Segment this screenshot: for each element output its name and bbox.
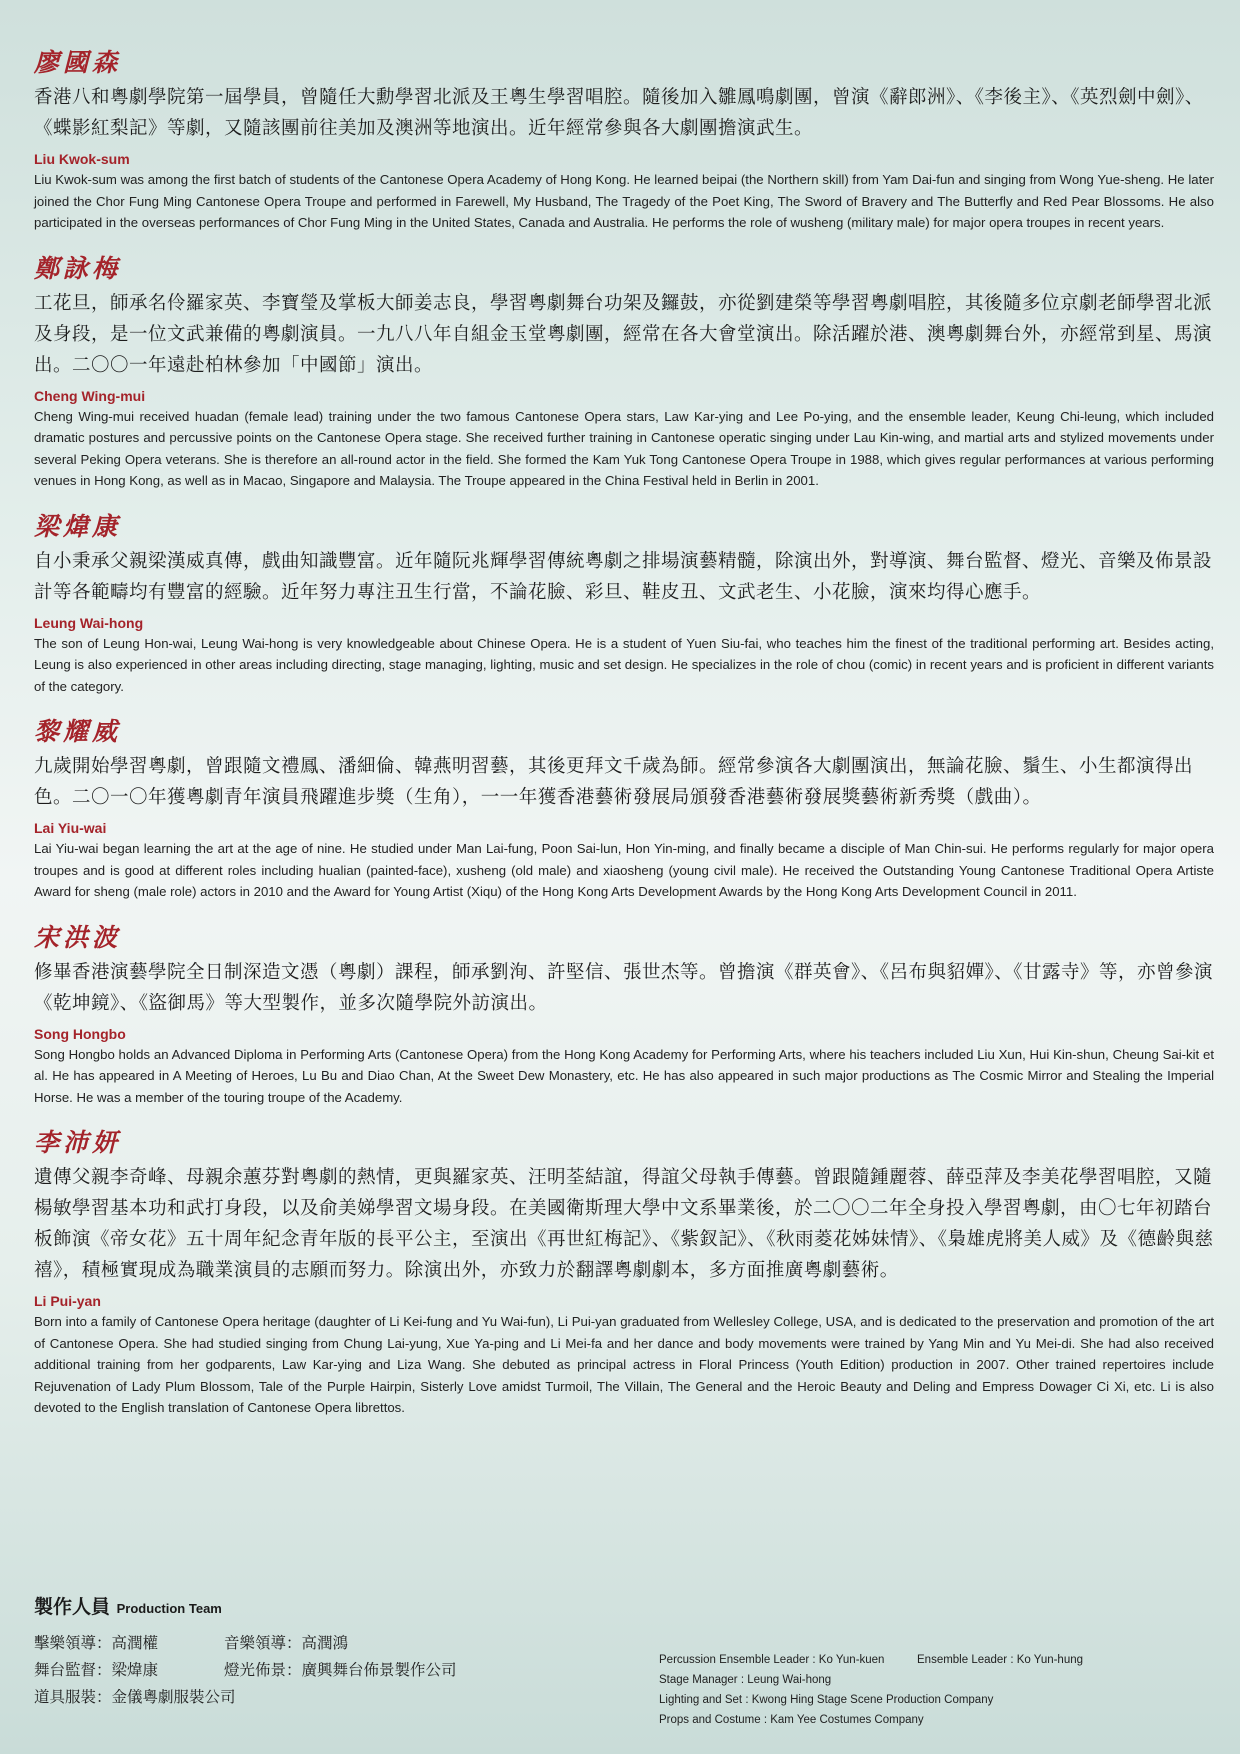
bio-en-name: Cheng Wing-mui — [34, 387, 146, 404]
bio-leung-wai-hong — [34, 512, 1214, 698]
credit-entry: 音樂領導：高潤鴻 — [224, 1634, 349, 1652]
credit-entry: Lighting and Set : Kwong Hing Stage Scene Production Company — [659, 1694, 994, 1706]
bio-en-name: Leung Wai-hong — [34, 614, 144, 631]
bio-en-text: Song Hongbo holds an Advanced Diploma in Performing Arts (Cantonese Opera) from the Hong Kong Academy for Performing Arts, where his teachers included Liu Xun, Hui Kin-shun, Cheung Sai-kit et al. He has appeared in A Meeting of Heroes, Lu Bu and Diao Chan, At the Sweet Dew Monastery, etc. He has also appeared in such major productions as The Cosmic Mirror and Stealing the Imperial Horse. He was a member of the touring troupe of the Academy. — [34, 1046, 1214, 1105]
bio-en-text: The son of Leung Hon-wai, Leung Wai-hong is very knowledgeable about Chinese Opera. He is a student of Yuen Siu-fai, who teaches him the finest of the traditional performing art. Besides acting, Leung is also experienced in other areas including directing, stage managing, lighting, music and set design. He specializes in the role of chou (comic) in recent years and is proficient in different variants of the category. — [34, 635, 1214, 694]
team-title-en: Production Team — [116, 1601, 222, 1616]
bio-en-name: Song Hongbo — [34, 1025, 126, 1042]
bio-zh-text: 自小秉承父親梁漢威真傳，戲曲知識豐富。近年隨阮兆輝學習傳統粵劇之排場演藝精髓，除演出外，對導演、舞台監督、燈光、音樂及佈景設計等各範疇均有豐富的經驗。近年努力專注丑生行當，不論花臉、彩旦、鞋皮丑、文武老生、小花臉，演來均得心應手。 — [34, 550, 1213, 603]
credit-row — [659, 1650, 1219, 1670]
credit-entry: 燈光佈景：廣興舞台佈景製作公司 — [224, 1661, 457, 1679]
credit-row — [34, 1657, 554, 1684]
credit-entry: 舞台監督：梁煒康 — [34, 1661, 159, 1679]
credit-entry: Ensemble Leader : Ko Yun-hung — [917, 1654, 1084, 1666]
credit-entry: Stage Manager : Leung Wai-hong — [659, 1674, 832, 1686]
bio-en-text: Lai Yiu-wai began learning the art at the age of nine. He studied under Man Lai-fung, Poon Sai-lun, Hon Yin-ming, and finally became a disciple of Man Chin-sui. He performs regularly for major opera troupes and is good at different roles including hualian (painted-face), xusheng (old male) and xiaosheng (young civil male). He received the Outstanding Young Cantonese Traditional Opera Artiste Award for sheng (male role) actors in 2010 and the Award for Young Artist (Xiqu) of the Hong Kong Arts Development Awards by the Hong Kong Arts Development Council in 2011. — [34, 841, 1214, 899]
bio-lai-yiu-wai — [34, 717, 1214, 903]
credit-entry: 道具服裝：金儀粵劇服裝公司 — [34, 1688, 236, 1706]
credit-row — [659, 1690, 1219, 1710]
bio-zh-text: 修畢香港演藝學院全日制深造文憑（粵劇）課程，師承劉洵、許堅信、張世杰等。曾擔演《群英會》、《呂布與貂嬋》、《甘露寺》等，亦曾參演《乾坤鏡》、《盜御馬》等大型製作，並多次隨學院外訪演出。 — [34, 961, 1214, 1014]
credit-row — [34, 1630, 554, 1657]
production-team-title — [34, 1592, 1214, 1619]
bio-zh-name: 鄭詠梅 — [34, 253, 122, 283]
bio-en-text: Liu Kwok-sum was among the first batch of students of the Cantonese Opera Academy of Hong Kong. He learned beipai (the Northern skill) from Yam Dai-fun and singing from Wong Yue-sheng. He later joined the Chor Fung Ming Cantonese Opera Troupe and performed in Farewell, My Husband, The Tragedy of the Poet King, The Sword of Bravery and The Butterfly and Red Pear Blossoms. He also participated in the overseas performances of Chor Fung Ming in the United States, Canada and Australia. He performs the role of wusheng (military male) for major opera troupes in recent years. — [34, 172, 1214, 230]
bio-zh-name: 梁煒康 — [34, 511, 122, 541]
bio-zh-name: 宋洪波 — [34, 922, 122, 952]
team-title-zh: 製作人員 — [34, 1596, 111, 1618]
bio-zh-name: 黎耀威 — [34, 717, 122, 746]
credit-entry: Props and Costume : Kam Yee Costumes Company — [659, 1714, 924, 1726]
biographies — [34, 48, 1214, 1439]
credit-entry: Percussion Ensemble Leader : Ko Yun-kuen — [659, 1654, 885, 1666]
production-team — [34, 1592, 1214, 1732]
bio-en-text: Born into a family of Cantonese Opera heritage (daughter of Li Kei-fung and Yu Wai-fun), Li Pui-yan graduated from Wellesley College, USA, and is dedicated to the preservation and promotion of the art of Cantonese Opera. She had studied singing from Chung Lai-yung, Xue Ya-ping and Li Mei-fa and her dance and body movements were trained by Yang Min and Yu Mei-di. She had also received additional training from her godparents, Law Kar-ying and Liza Wang. She debuted as principal actress in Floral Princess (Youth Edition) production in 2007. Other trained repertoires include Rejuvenation of Lady Plum Blossom, Tale of the Purple Hairpin, Sisterly Love amidst Turmoil, The Villain, The General and the Heroic Beauty and Deling and Empress Dowager Ci Xi, etc. Li is also devoted to the English translation of Cantonese Opera librettos. — [34, 1314, 1214, 1415]
bio-zh-name: 廖國森 — [34, 48, 122, 77]
credit-row — [34, 1684, 554, 1711]
credit-row — [659, 1710, 1219, 1730]
credit-entry: 擊樂領導：高潤權 — [34, 1634, 159, 1652]
credit-row — [659, 1670, 1219, 1690]
bio-liu-kwok-sum — [34, 48, 1214, 234]
bio-cheng-wing-mui — [34, 254, 1214, 492]
bio-zh-text: 香港八和粵劇學院第一屆學員，曾隨任大勳學習北派及王粵生學習唱腔。隨後加入雛鳳鳴劇團，曾演《辭郎洲》、《李後主》、《英烈劍中劍》、《蝶影紅梨記》等劇，又隨該團前往美加及澳洲等地演出。近年經常參與各大劇團擔演武生。 — [34, 87, 1204, 139]
bio-en-name: Li Pui-yan — [34, 1293, 101, 1309]
bio-en-name: Lai Yiu-wai — [34, 820, 107, 836]
bio-zh-text: 九歲開始學習粵劇，曾跟隨文禮鳳、潘細倫、韓燕明習藝，其後更拜文千歲為師。經常參演各大劇團演出，無論花臉、鬚生、小生都演得出色。二〇一〇年獲粵劇青年演員飛躍進步獎（生角），一一年獲香港藝術發展局頒發香港藝術發展獎藝術新秀獎（戲曲）。 — [34, 756, 1194, 808]
bio-en-name: Liu Kwok-sum — [34, 151, 130, 167]
bio-zh-text: 工花旦，師承名伶羅家英、李寶瑩及掌板大師姜志良，學習粵劇舞台功架及鑼鼓，亦從劉建榮等學習粵劇唱腔，其後隨多位京劇老師學習北派及身段，是一位文武兼備的粵劇演員。一九八八年自組金玉堂粵劇團，經常在各大會堂演出。除活躍於港、澳粵劇舞台外，亦經常到星、馬演出。二〇〇一年遠赴柏林參加「中國節」演出。 — [34, 292, 1213, 376]
credits-zh — [34, 1630, 554, 1711]
bio-li-pui-yan — [34, 1128, 1214, 1419]
credits-en — [659, 1650, 1219, 1730]
bio-zh-text: 遺傳父親李奇峰、母親余蕙芬對粵劇的熱情，更與羅家英、汪明荃結誼，得誼父母執手傳藝。曾跟隨鍾麗蓉、薛亞萍及李美花學習唱腔，又隨楊敏學習基本功和武打身段，以及俞美娣學習文場身段。在美國衛斯理大學中文系畢業後，於二〇〇二年全身投入學習粵劇，由〇七年初踏台板飾演《帝女花》五十周年紀念青年版的長平公主，至演出《再世紅梅記》、《紫釵記》、《秋雨菱花姊妹情》、《梟雄虎將美人威》及《德齡與慈禧》，積極實現成為職業演員的志願而努力。除演出外，亦致力於翻譯粵劇劇本，多方面推廣粵劇藝術。 — [34, 1167, 1214, 1281]
bio-zh-name: 李沛妍 — [34, 1128, 122, 1157]
bio-song-hongbo — [34, 923, 1214, 1109]
bio-en-text: Cheng Wing-mui received huadan (female lead) training under the two famous Cantonese Opera stars, Law Kar-ying and Lee Po-ying, and the ensemble leader, Keung Chi-leung, which included dramatic postures and percussive points on the Cantonese Opera stage. She received further training in Cantonese operatic singing under Lau Kin-wing, and martial arts and stylized movements under several Peking Opera veterans. She is therefore an all-round actor in the field. She formed the Kam Yuk Tong Cantonese Opera Troupe in 1988, which gives regular performances at various performing venues in Hong Kong, as well as in Macao, Singapore and Malaysia. The Troupe appeared in the China Festival held in Berlin in 2001. — [34, 408, 1214, 488]
